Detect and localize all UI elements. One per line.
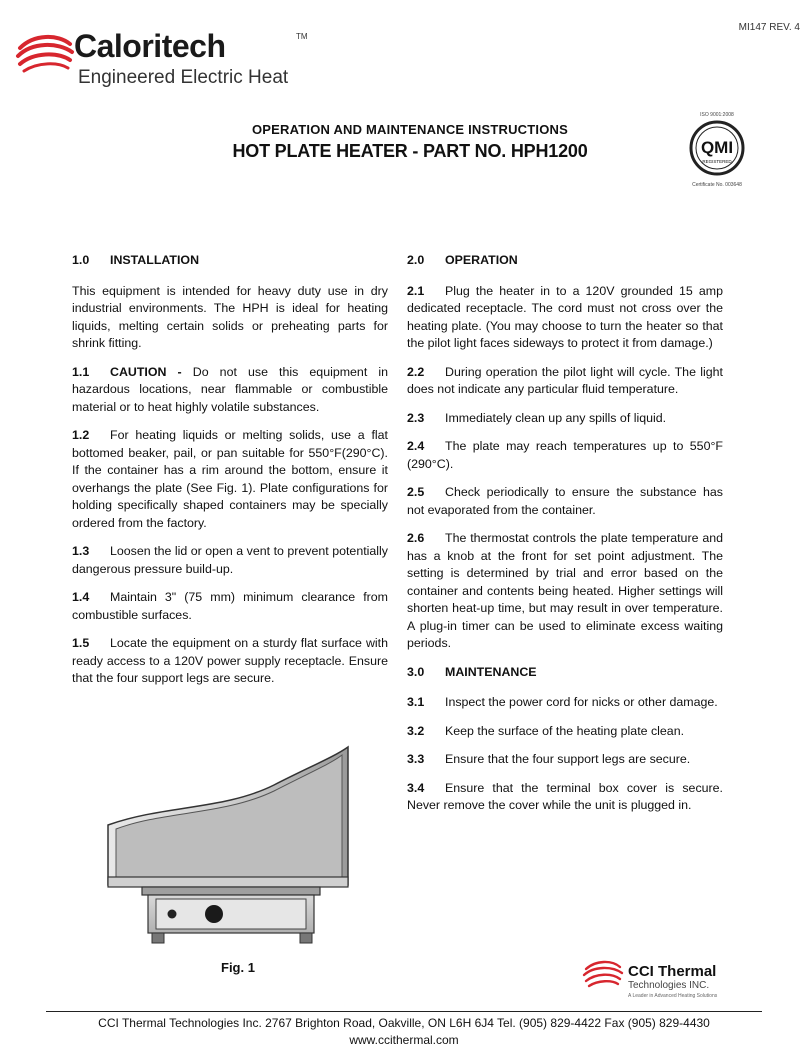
installation-item: 1.4 Maintain 3" (75 mm) minimum clearance from combustible surfaces. <box>72 590 388 622</box>
installation-item: 1.3 Loosen the lid or open a vent to prevent potentially dangerous pressure build-up. <box>72 544 388 576</box>
cci-sub: Technologies INC. <box>628 980 710 991</box>
qmi-seal-icon <box>672 116 762 180</box>
certificate-number: Certificate No. 003648 <box>692 182 742 188</box>
figure-label: Fig. 1 <box>221 960 255 975</box>
operation-item: 2.3 Immediately clean up any spills of liquid. <box>407 410 667 425</box>
hot-plate-illustration <box>104 745 356 950</box>
cci-name: CCI Thermal <box>628 963 717 980</box>
operation-item: 2.1 Plug the heater in to a 120V grounded 15 amp dedicated receptacle. The cord must not cross over the heating plate. (You may choose to turn the heater so that the pilot light faces sideways to protect it from damage.) <box>407 283 723 350</box>
cci-thermal-logo <box>582 955 752 1005</box>
maintenance-item: 3.1 Inspect the power cord for nicks or other damage. <box>407 695 718 709</box>
operation-item: 2.6 The thermostat controls the plate temperature and has a knob at the front for set point adjustment. The setting is determined by trial and error based on the container and contents being heated. Higher settings will shorten heat-up time, but may result in over temperature. A plug-in timer can be used to eliminate excess waiting periods. <box>407 531 723 650</box>
maintenance-item: 3.3 Ensure that the four support legs are secure. <box>407 752 691 766</box>
document-title: HOT PLATE HEATER - PART NO. HPH1200 <box>232 141 588 161</box>
right-column <box>407 252 723 826</box>
installation-item: 1.2 For heating liquids or melting solids, use a flat bottomed beaker, pail, or pan suitable for 550°F(290°C). If the container has a rim around the bottom, ensure it overhangs the plate (See Fig. 1). Plate configurations for holding specifically shaped containers may be specially ordered from the factory. <box>72 428 388 530</box>
maintenance-item: 3.2 Keep the surface of the heating plate clean. <box>407 723 685 738</box>
brand-name: Caloritech <box>74 28 226 64</box>
installation-intro: This equipment is intended for heavy duty use in dry industrial environments. The HPH is ideal for heating liquids, melting certain solids or preheating parts for shrink fitting. <box>72 283 388 350</box>
qmi-mark-text: QMI <box>700 138 734 157</box>
thermostat-knob-icon <box>205 905 223 923</box>
qmi-registered-text: REGISTERED <box>702 159 732 164</box>
operation-item: 2.5 Check periodically to ensure the substance has not evaporated from the container. <box>407 485 723 517</box>
footer <box>0 1015 808 1049</box>
installation-item: 1.1 CAUTION - Do not use this equipment in hazardous locations, near flammable or combustible material or to heat highly volatile substances. <box>72 364 388 414</box>
operation-item: 2.2 During operation the pilot light will cycle. The light does not indicate any particular fluid temperature. <box>407 364 723 396</box>
left-column <box>72 252 388 699</box>
operation-heading: 2.0 OPERATION <box>407 253 518 267</box>
cci-tagline: A Leader in Advanced Heating Solutions <box>628 993 718 999</box>
installation-item: 1.5 Locate the equipment on a sturdy flat surface with ready access to a 120V power supply receptacle. Ensure that the four support legs are secure. <box>72 636 388 685</box>
pilot-light-icon <box>168 910 177 919</box>
iso-standard-label: ISO 9001:2008 <box>700 112 734 118</box>
operation-item: 2.4 The plate may reach temperatures up to 550°F (290°C). <box>407 439 723 471</box>
title-block <box>140 122 680 162</box>
trademark-mark: TM <box>296 32 308 41</box>
footer-divider <box>46 1011 762 1012</box>
document-subtitle: OPERATION AND MAINTENANCE INSTRUCTIONS <box>252 122 568 137</box>
revision-label: MI147 REV. 4 <box>738 22 800 33</box>
maintenance-item: 3.4 Ensure that the terminal box cover is secure. Never remove the cover while the unit is plugged in. <box>407 780 723 812</box>
qmi-certification-badge <box>672 110 762 190</box>
brand-tagline: Engineered Electric Heat <box>78 67 289 88</box>
footer-website[interactable]: www.ccithermal.com <box>349 1033 459 1047</box>
installation-heading: 1.0 INSTALLATION <box>72 253 200 267</box>
maintenance-heading: 3.0 MAINTENANCE <box>407 664 537 679</box>
footer-address: CCI Thermal Technologies Inc. 2767 Brighton Road, Oakville, ON L6H 6J4 Tel. (905) 829-4422 Fax (905) 829-4430 <box>98 1016 710 1030</box>
